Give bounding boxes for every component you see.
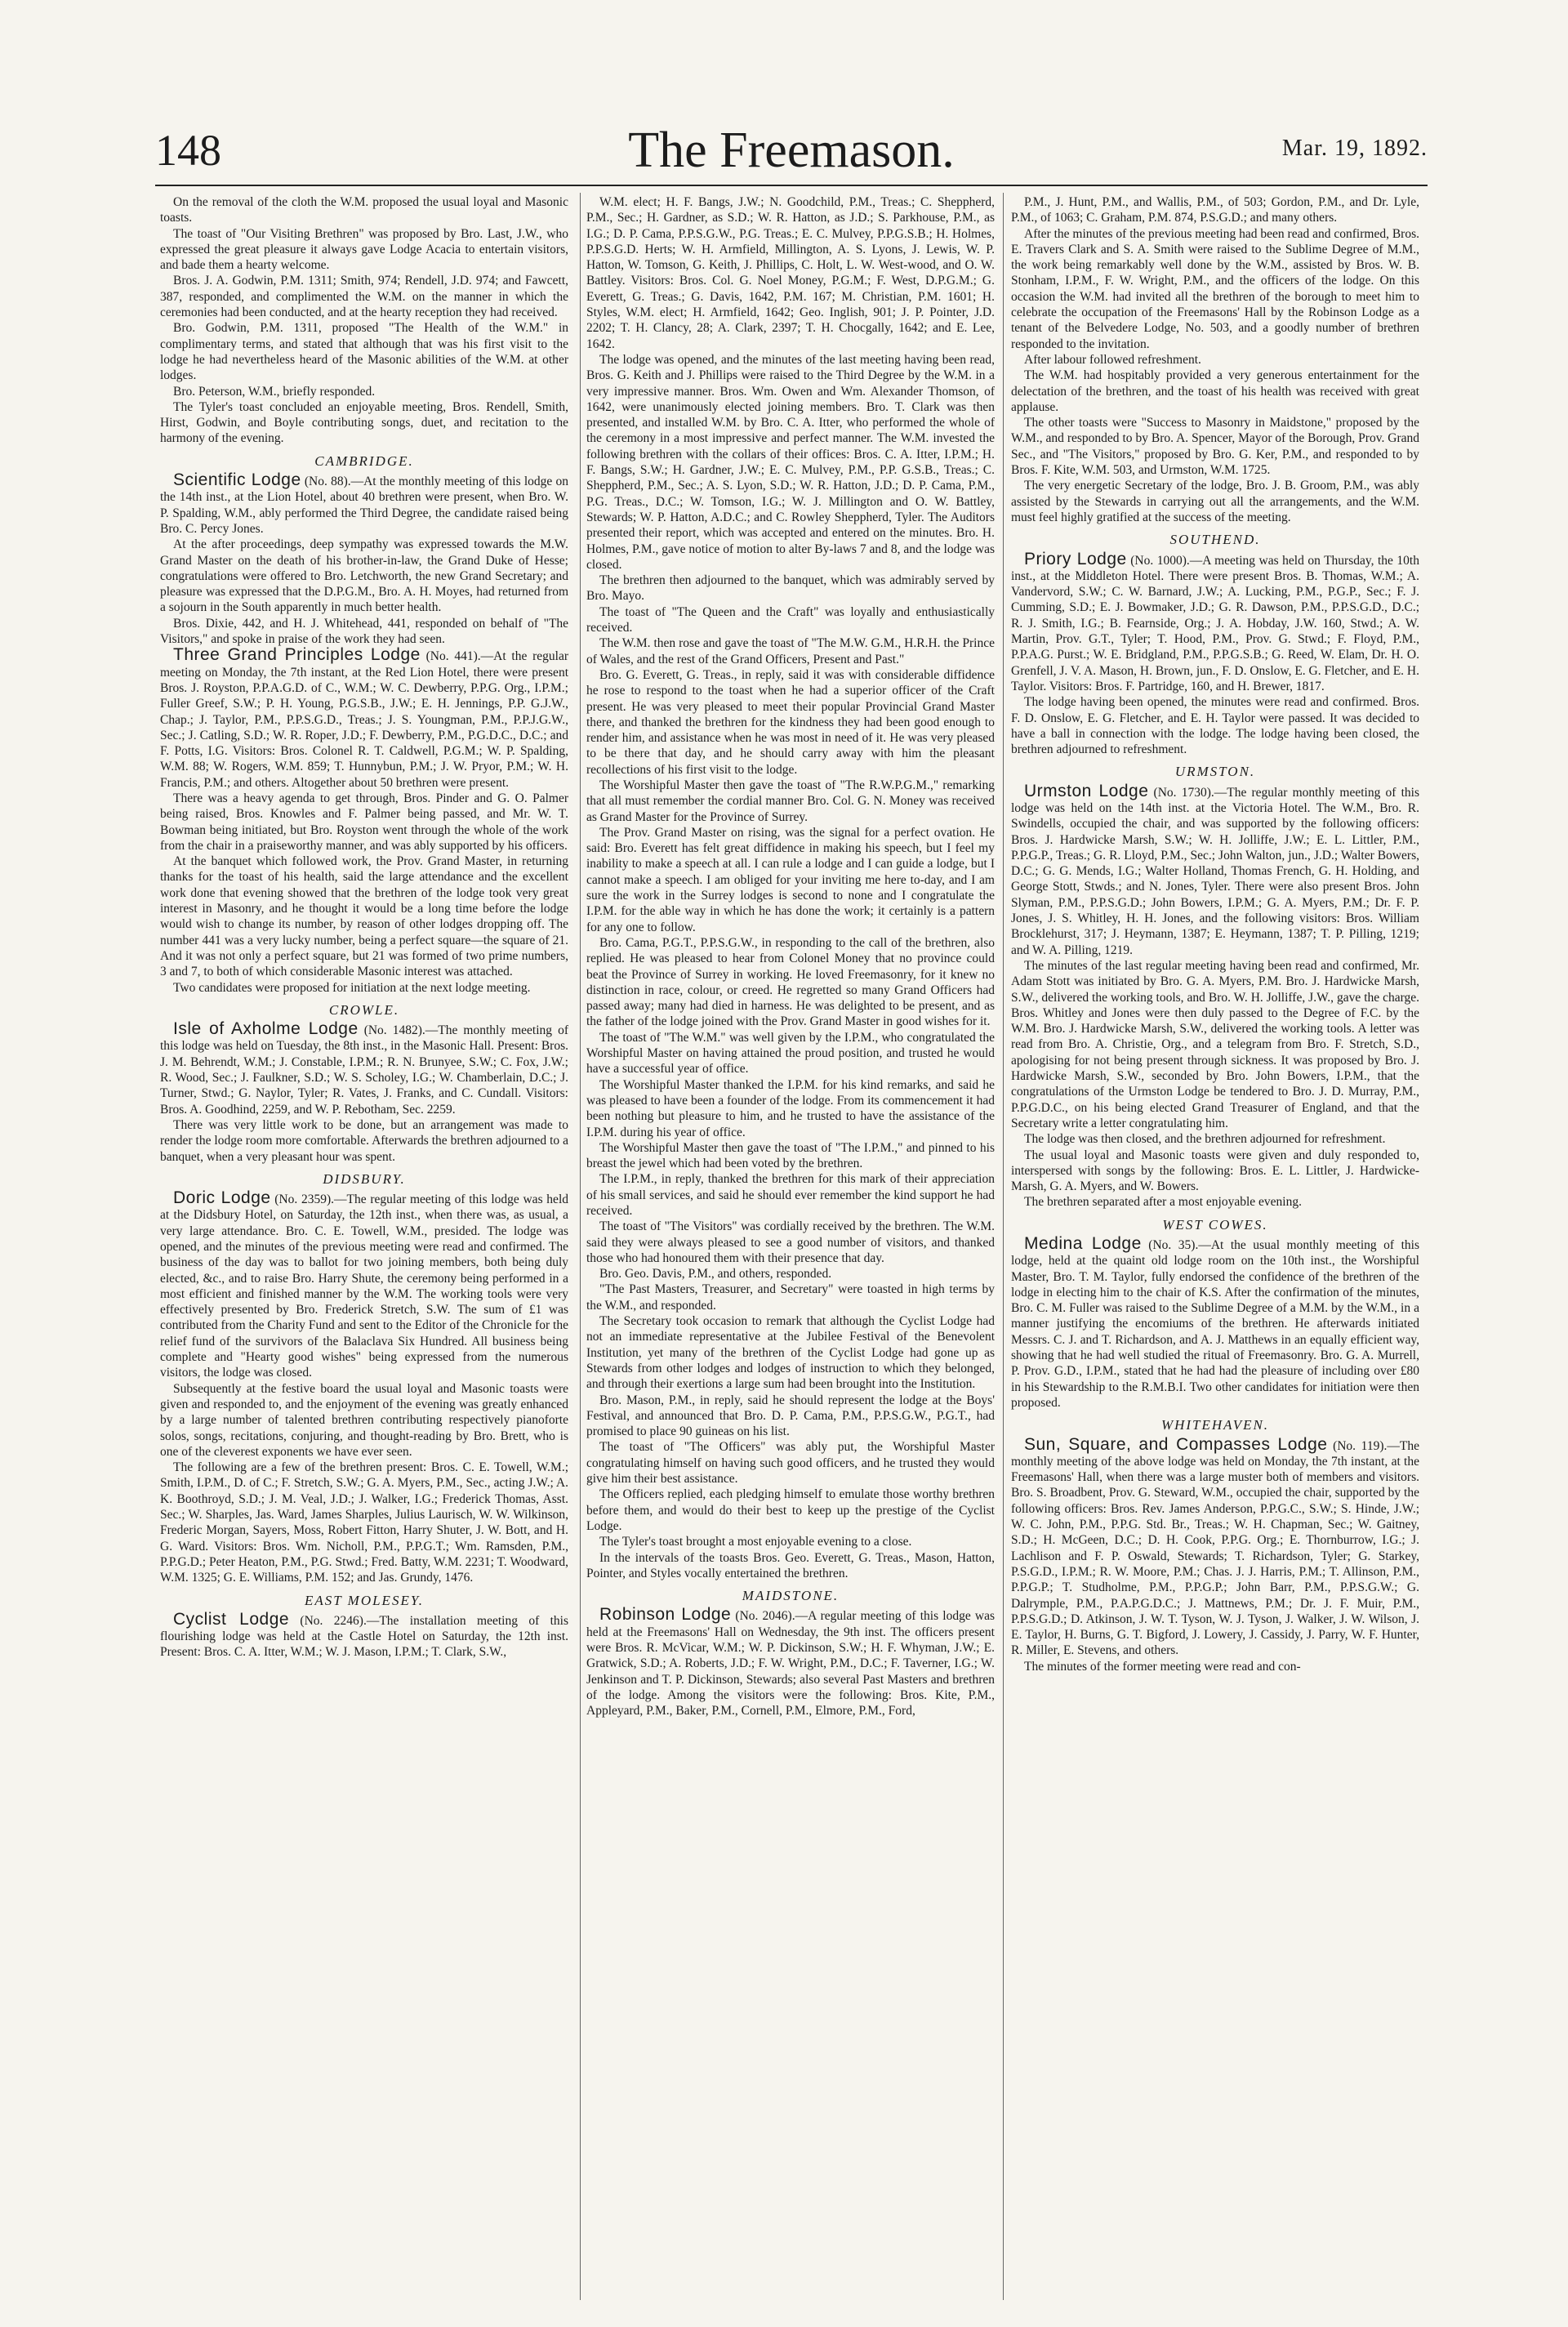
paragraph: The following are a few of the brethren present: Bros. C. E. Towell, W.M.; Smith, I.P.M., D. of C.; F. Stretch, S.W.; G. A. Myers, P.M., Sec., acting J.W.; A. K. Boothroyd, S.D.; J. M. Veal, J.D.; J. Walker, I.G.; Frederick Thomas, Asst. Sec.; W. Sharples, Jas. Ward, James Sharples, Julius Laurisch, W. W. Wilkinson, Frederic Morgan, Sayers, Moss, Robert Fitton, Harry Shuter, J. W. Bott, and H. G. Ward. Visitors: Bros. Wm. Nicholl, P.M., P.P.G.T.; Wm. Ramsden, P.M., P.P.G.D.; Peter Heaton, P.M., P.G. Stwd.; Fred. Batty, W.M. 2231; T. Woodward, W.M. 1325; G. E. Williams, P.M. 152; and Jas. Grundy, 1476. — [160, 1460, 568, 1585]
paragraph: "The Past Masters, Treasurer, and Secretary" were toasted in high terms by the W.M., and responded. — [586, 1282, 995, 1313]
lodge-report-text: (No. 441).—At the regular meeting on Monday, the 7th instant, at the Red Lion Hotel, there were present Bros. J. Royston, P.P.A.G.D. of C., W.M.; W. C. Dewberry, P.P.G. Org., I.P.M.; Fuller Greef, S.W.; P. H. Young, P.G.S.B., J.W.; E. H. Jennings, P.P. G.J.W., Chap.; J. Taylor, P.M., P.P.S.G.D., Treas.; J. S. Youngman, P.M., P.P.J.G.W., Sec.; J. Catling, S.D.; W. R. Roper, J.D.; F. Dewberry, P.M., P.G.D.C., D.C.; and F. Potts, I.G. Visitors: Bros. Colonel R. T. Caldwell, P.G.M.; W. P. Spalding, W.M. 88; W. Rogers, W.M. 859; T. Hunnybun, P.M.; J. W. Pryor, P.M.; W. H. Francis, P.M.; and others. Altogether about 50 brethren were present. — [160, 649, 568, 790]
paragraph: The I.P.M., in reply, thanked the brethren for this mark of their appreciation of his small services, and said he should ever remember the kind support he had received. — [586, 1172, 995, 1218]
paragraph: The usual loyal and Masonic toasts were given and duly responded to, interspersed with songs by the following: Bros. E. L. Littler, J. Hardwicke-Marsh, G. A. Myers, and W. Bowers. — [1011, 1148, 1419, 1194]
paragraph: The Tyler's toast brought a most enjoyable evening to a close. — [599, 1535, 912, 1549]
paragraph: The Tyler's toast concluded an enjoyable meeting, Bros. Rendell, Smith, Hirst, Godwin, and Boyle contributing songs, duet, and recitation to the harmony of the evening. — [160, 399, 568, 446]
paragraph: W.M. elect; H. F. Bangs, J.W.; N. Goodchild, P.M., Treas.; C. Sheppherd, P.M., Sec.; H. Gardner, as S.D.; W. R. Hatton, as J.D.; S. Parkhouse, P.M., as I.G.; D. P. Cama, P.P.S.G.W., P.G. Treas.; E. C. Mulvey, P.P.G.S.B.; H. Holmes, P.P.S.G.D. Herts; W. H. Armfield, Millington, A. S. Lyons, J. Lewis, W. P. Hatton, W. Tomson, G. Keith, J. Phillips, C. Holt, L. W. West-wood, and O. W. Battley. Visitors: Bros. Col. G. Noel Money, P.G.M.; F. West, D.P.G.M.; G. Everett, G. Treas.; G. Davis, 1642, P.M. 167; M. Christian, P.M. 1601; H. Styles, W.M. elect; H. Armfield, 1642; Geo. Inglish, 901; J. P. Pointer, J.D. 2202; T. H. Clancy, 28; A. Clark, 2397; T. H. Chocgally, 1642; and E. Lee, 1642. — [586, 195, 995, 351]
header-rule — [155, 185, 1428, 186]
paragraph: At the banquet which followed work, the Prov. Grand Master, in returning thanks for the toast of his health, said the large attendance and the excellent work done that evening showed that the brethren of the lodge took very great interest in Masonry, and he thought it would be a long time before the lodge would wish to change its number, by reason of other lodges dropping off. The number 441 was a very lucky number, being a perfect square—the square of 21. And it was not only a perfect square, but 21 was formed of two prime numbers, 3 and 7, to both of which considerable Masonic interest was attached. — [160, 854, 568, 979]
paragraph: The Secretary took occasion to remark that although the Cyclist Lodge had not an immediate representative at the Jubilee Festival of the Benevolent Institution, yet many of the brethren of the Cyclist Lodge had gone up as Stewards from other lodges and lodges of instruction to which they belonged, and through their exertions a large sum had been brought into the Institution. — [586, 1314, 995, 1392]
paragraph: The Worshipful Master thanked the I.P.M. for his kind remarks, and said he was pleased to have been a founder of the lodge. From its commencement it had been nothing but pleasure to him, and he trusted to have the assistance of the I.P.M. during his year of office. — [586, 1077, 995, 1139]
paragraph: Bro. Cama, P.G.T., P.P.S.G.W., in responding to the call of the brethren, also replied. He was pleased to hear from Colonel Money that no province could beat the Province of Surrey in working. He loved Freemasonry, for it knew no distinction in race, colour, or creed. He regretted so many Grand Officers had passed away; many had died in harness. He was delighted to be present, and as the father of the lodge joined with the Prov. Grand Master in good wishes for it. — [586, 935, 995, 1029]
paragraph: On the removal of the cloth the W.M. proposed the usual loyal and Masonic toasts. — [160, 195, 568, 225]
paragraph: The lodge was opened, and the minutes of the last meeting having been read, Bros. G. Keith and J. Phillips were raised to the Third Degree by the W.M. in a very impressive manner. Bros. Wm. Owen and Wm. Alexander Thomson, of 1642, were unanimously elected joining members. Bro. T. Clark was then presented, and installed W.M. by Bro. C. A. Itter, who performed the whole of the ceremony in a most impressive and perfect manner. The W.M. invested the following brethren with the collars of their offices: Bros. C. A. Itter, I.P.M.; H. F. Bangs, S.W.; H. Gardner, J.W.; E. C. Mulvey, P.M., P.P. G.S.B., Treas.; C. Sheppherd, P.M., Sec.; A. S. Lyon, S.D.; W. R. Hatton, J.D.; D. P. Cama, P.M., P.G. Treas., D.C.; W. Tomson, I.G.; W. J. Millington and O. W. Battley, Stewards; W. P. Hatton, A.D.C.; and C. Rowley Sheppherd, Tyler. The Auditors presented their report, which was accepted and entered on the minutes. Bro. H. Holmes, P.M., gave notice of motion to alter By-laws 7 and 8, and the lodge was closed. — [586, 352, 995, 572]
lodge-name: Robinson Lodge — [599, 1605, 732, 1625]
lodge-report — [586, 1607, 995, 1719]
column-1 — [160, 194, 568, 2302]
page-number: 148 — [155, 126, 221, 175]
paragraph: The toast of "The Visitors" was cordially received by the brethren. The W.M. said they were always pleased to see a good number of visitors, and thanked those who had honoured them with their presence that day. — [586, 1219, 995, 1265]
section-heading: CROWLE. — [328, 1001, 400, 1018]
column-3 — [1011, 194, 1419, 2302]
column-divider — [580, 193, 581, 2300]
lodge-report-text: (No. 119).—The monthly meeting of the above lodge was held on Monday, the 7th instant, at the Freemasons' Hall, when there was a large muster both of members and visitors. Bro. S. Broadbent, Prov. G. Steward, W.M., occupied the chair, supported by the following officers: Bros. Rev. James Anderson, P.P.G.C., S.W.; S. Hinde, J.W.; W. C. John, P.M., P.P.G. Std. Br., Treas.; W. H. Chapman, Sec.; W. Gaitney, S.D.; H. McGeen, D.C.; D. H. Cook, P.P.G. Org.; E. Thornburrow, I.G.; J. Lachlison and F. P. Oswald, Stewards; T. Richardson, Tyler; G. Starkey, P.S.G.D., I.P.M.; R. W. Moore, P.M.; Chas. J. J. Harris, P.M.; T. Allinson, P.M., P.P.G.P.; T. Studholme, P.M., P.P.G.P.; John Barr, P.M., P.P.S.G.W.; G. Dalrymple, P.M., P.A.P.G.D.C.; J. Mattnews, P.M.; Dr. J. F. Muir, P.M., P.P.S.G.D.; D. Atkinson, J. W. T. Tyson, W. J. Tyson, J. Walker, J. W. Wilson, J. E. Taylor, H. Burns, G. T. Bigford, J. Lowery, J. Cassidy, J. Parry, W. F. Hunter, R. Miller, E. Stevens, and others. — [1011, 1438, 1419, 1658]
lodge-report — [1011, 551, 1419, 695]
paragraph: The other toasts were "Success to Masonry in Maidstone," proposed by the W.M., and responded to by Bro. A. Spencer, Mayor of the Borough, Prov. Grand Sec., and "The Visitors," proposed by Bro. G. Ker, P.M., and responded to by Bros. F. Kite, W.M. 503, and Urmston, W.M. 1725. — [1011, 416, 1419, 478]
paragraph: Subsequently at the festive board the usual loyal and Masonic toasts were given and responded to, and the enjoyment of the evening was greatly enhanced by a large number of talented brethren contributing respectively pianoforte solos, songs, recitations, conjuring, and thought-reading by Bro. Brett, who is one of the cleverest exponents we have ever seen. — [160, 1381, 568, 1459]
paragraph: The brethren then adjourned to the banquet, which was admirably served by Bro. Mayo. — [586, 573, 995, 604]
lodge-name: Isle of Axholme Lodge — [173, 1019, 359, 1039]
lodge-report-text: (No. 2359).—The regular meeting of this lodge was held at the Didsbury Hotel, on Saturday, the 12th inst., when there was, as usual, a very large attendance. Bro. C. E. Towell, W.M., presided. The lodge was opened, and the minutes of the previous meeting were read and confirmed. The business of the day was to ballot for two joining members, both being duly elected, &c., and to raise Bro. Harry Shute, the ceremony being performed in a most efficient and finished manner by the W.M. The working tools were very effectively presented by Bro. Frederick Stretch, S.W. The sum of £1 was contributed from the Charity Fund and sent to the Editor of the Chronicle for the relief fund of the survivors of the Balaclava Six Hundred. All business being complete and "Hearty good wishes" being expressed from the numerous visitors, the lodge was closed. — [160, 1192, 568, 1380]
lodge-name: Priory Lodge — [1024, 549, 1127, 568]
paragraph: In the intervals of the toasts Bros. Geo. Everett, G. Treas., Mason, Hatton, Pointer, and Styles vocally entertained the brethren. — [586, 1550, 995, 1580]
paragraph: The brethren separated after a most enjoyable evening. — [1024, 1195, 1302, 1210]
section-heading: SOUTHEND. — [1169, 532, 1261, 548]
lodge-report-text: (No. 35).—At the usual monthly meeting of this lodge, held at the quaint old lodge room on the 10th inst., the Worshipful Master, Bro. T. M. Taylor, fully endorsed the confidence of the brethren of the lodge in electing him to the chair of K.S. After the confirmation of the minutes, Bro. C. M. Fuller was raised to the Sublime Degree of a M.M. by the W.M., in a manner justifying the encomiums of the brethren. He afterwards initiated Messrs. C. J. and T. Richardson, and A. J. Matthews in an equally efficient way, showing that he had well studied the ritual of Freemasonry. Bro. G. A. Murrell, P. Prov. G.D., I.P.M., stated that he had had the pleasure of including over £80 in his Stewardship to the R.M.B.I. Two other candidates for initiation were then proposed. — [1011, 1238, 1419, 1410]
lodge-report — [160, 1190, 568, 1381]
paragraph: The Worshipful Master then gave the toast of "The I.P.M.," and pinned to his breast the jewel which had been voted by the brethren. — [586, 1140, 995, 1171]
lodge-report-text: (No. 2046).—A regular meeting of this lodge was held at the Freemasons' Hall on Wednesday, the 9th inst. The officers present were Bros. R. McVicar, W.M.; W. P. Dickinson, S.W.; H. F. Whyman, J.W.; E. Gratwick, S.D.; A. Roberts, J.D.; F. W. Wright, P.M., D.C.; F. Taverner, I.G.; W. Jenkinson and T. P. Dickinson, Stewards; also several Past Masters and brethren of the lodge. Among the visitors were the following: Bros. Kite, P.M., Appleyard, P.M., Baker, P.M., Cornell, P.M., Elmore, P.M., Ford, — [586, 1609, 995, 1719]
paragraph: The toast of "The Officers" was ably put, the Worshipful Master congratulating himself on having such good officers, and he trusted they would give him their best assistance. — [586, 1440, 995, 1487]
section-heading: URMSTON. — [1174, 764, 1256, 780]
column-2 — [586, 194, 995, 2302]
masthead-title: The Freemason. — [628, 123, 955, 178]
paragraph: The toast of "Our Visiting Brethren" was proposed by Bro. Last, J.W., who expressed the great pleasure it always gave Lodge Acacia to entertain visitors, and bade them a hearty welcome. — [160, 226, 568, 273]
paragraph: Bro. Godwin, P.M. 1311, proposed "The Health of the W.M." in complimentary terms, and stated that although that was his first visit to the lodge he had nevertheless heard of the Masonic abilities of the W.M. at other lodges. — [160, 321, 568, 383]
paragraph: After labour followed refreshment. — [1024, 352, 1201, 367]
paragraph: There was very little work to be done, but an arrangement was made to render the lodge room more comfortable. Afterwards the brethren adjourned to a banquet, when a very pleasant hour was spent. — [160, 1117, 568, 1164]
paragraph: Bros. J. A. Godwin, P.M. 1311; Smith, 974; Rendell, J.D. 974; and Fawcett, 387, responded, and complimented the W.M. on the manner in which the ceremonies had been conducted, and at the hearty reception they had received. — [160, 274, 568, 320]
paragraph: The minutes of the former meeting were read and con- — [1024, 1659, 1301, 1674]
lodge-name: Sun, Square, and Compasses Lodge — [1024, 1434, 1328, 1454]
paragraph: Bro. Peterson, W.M., briefly responded. — [173, 384, 376, 399]
paragraph: After the minutes of the previous meeting had been read and confirmed, Bros. E. Travers Clark and S. A. Smith were raised to the Sublime Degree of M.M., the work being remarkably well done by the W.M., assisted by Bros. W. B. Stonham, I.P.M., F. W. Wright, P.M., and the officers of the lodge. On this occasion the W.M. had invited all the brethren of the borough to meet him to celebrate the occupation of the Freemasons' Hall by the Robinson Lodge as a tenant of the Belvedere Lodge, No. 503, and a goodly number of brethren responded to the invitation. — [1011, 226, 1419, 351]
paragraph: The lodge was then closed, and the brethren adjourned for refreshment. — [1024, 1132, 1386, 1147]
paragraph: The toast of "The W.M." was well given by the I.P.M., who congratulated the Worshipful Master on having attained the proud position, and trusted he would have a successful year of office. — [586, 1030, 995, 1077]
lodge-report-text: (No. 1000).—A meeting was held on Thursday, the 10th inst., at the Middleton Hotel. There were present Bros. B. Thomas, W.M.; A. Vandervord, S.W.; C. W. Barnard, J.W.; A. Lucking, P.M., P.G.P., Sec.; F. J. Cumming, S.D.; E. J. Bowmaker, J.D.; G. R. Dawson, P.M., P.P.S.G.D., D.C.; R. J. Smith, I.G.; B. Fearnside, Org.; J. A. Hobday, J.W. 160, Stwd.; A. W. Martin, Prov. G.T., Tyler; T. Hood, P.M., Prov. G. Stwd.; F. Floyd, P.M., P.P.A.G. Purst.; W. E. Bridgland, P.M., P.P.G.S.B.; G. Reed, W. Elam, Dr. H. O. Grenfell, J. V. A. Mason, H. Brown, jun., F. D. Onslow, E. G. Fletcher, and E. H. Taylor. Visitors: Bros. F. Partridge, 160, and H. Brewer, 1817. — [1011, 553, 1419, 693]
lodge-report — [160, 1609, 568, 1661]
issue-date: Mar. 19, 1892. — [1281, 136, 1428, 161]
lodge-name: Urmston Lodge — [1024, 781, 1149, 800]
lodge-report-text: (No. 2246).—The installation meeting of this flourishing lodge was held at the Castle Hotel on Saturday, the 12th inst. Present: Bros. C. A. Itter, W.M.; W. J. Mason, I.P.M.; T. Clark, S.W., — [160, 1613, 568, 1660]
lodge-name: Three Grand Principles Lodge — [173, 645, 421, 665]
section-heading: EAST MOLESEY. — [305, 1592, 424, 1608]
lodge-report — [1011, 783, 1419, 958]
section-heading: MAIDSTONE. — [742, 1588, 840, 1604]
paragraph: P.M., J. Hunt, P.M., and Wallis, P.M., of 503; Gordon, P.M., and Dr. Lyle, P.M., of 1063; C. Graham, P.M. 874, P.S.G.D.; and many others. — [1011, 195, 1419, 225]
lodge-name: Medina Lodge — [1024, 1234, 1142, 1253]
lodge-report — [160, 472, 568, 537]
paragraph: The lodge having been opened, the minutes were read and confirmed. Bros. F. D. Onslow, E. G. Fletcher, and E. H. Taylor were passed. It was decided to have a ball in connection with the lodge. The lodge having been closed, the brethren adjourned to refreshment. — [1011, 695, 1419, 757]
lodge-name: Scientific Lodge — [173, 470, 301, 490]
lodge-name: Cyclist Lodge — [173, 1609, 290, 1629]
lodge-report — [1011, 1236, 1419, 1411]
lodge-report-text: (No. 1730).—The regular monthly meeting of this lodge was held on the 14th inst. at the Victoria Hotel. The W.M., Bro. R. Swindells, occupied the chair, and was supported by the following officers: Bros. J. Hardwicke Marsh, S.W.; W. H. Jolliffe, J.W.; E. L. Littler, P.M., P.P.G.P., Treas.; G. R. Lloyd, P.M., Sec.; John Walton, jun., J.D.; Walter Bowers, D.C.; G. G. Mends, I.G.; Walter Holland, Thomas French, G. H. Holding, and George Stott, Stwds.; and N. Jones, Tyler. There were also present Bros. John Slyman, P.M., P.P.S.G.D.; John Bowers, I.P.M.; G. A. Myers, P.M.; Dr. F. P. Jones, J. S. Whitley, H. H. Jones, and the following visitors: Bros. William Brocklehurst, 317; J. Heymann, 1387; E. Heymann, 1387; T. P. Pilling, 1219; and W. A. Pilling, 1219. — [1011, 785, 1419, 957]
paragraph: The very energetic Secretary of the lodge, Bro. J. B. Groom, P.M., was ably assisted by the Stewards in carrying out all the arrangements, and the W.M. must feel highly gratified at the success of the meeting. — [1011, 479, 1419, 524]
paragraph: The W.M. had hospitably provided a very generous entertainment for the delectation of the brethren, and the toast of his health was received with great applause. — [1011, 368, 1419, 414]
paragraph: At the after proceedings, deep sympathy was expressed towards the M.W. Grand Master on the death of his brother-in-law, the Grand Duke of Hesse; congratulations were offered to Bro. Letchworth, the new Grand Secretary; and pleasure was expressed that the D.P.G.M., Bro. A. H. Moyes, had returned from a sojourn in the South apparently in much better health. — [160, 537, 568, 615]
paragraph: The toast of "The Queen and the Craft" was loyally and enthusiastically received. — [586, 604, 995, 635]
paragraph: Bros. Dixie, 442, and H. J. Whitehead, 441, responded on behalf of "The Visitors," and spoke in praise of the work they had seen. — [160, 616, 568, 647]
paragraph: The Worshipful Master then gave the toast of "The R.W.P.G.M.," remarking that all must remember the cordial manner Bro. Col. G. N. Money was received as Grand Master for the Province of Surrey. — [586, 778, 995, 824]
lodge-report-text: (No. 88).—At the monthly meeting of this lodge on the 14th inst., at the Lion Hotel, about 40 brethren were present, when Bro. W. P. Spalding, W.M., ably performed the Third Degree, the candidate raised being Bro. C. Percy Jones. — [160, 475, 568, 536]
section-heading: CAMBRIDGE. — [314, 452, 414, 469]
section-heading: WEST COWES. — [1162, 1216, 1268, 1233]
section-heading: DIDSBURY. — [323, 1170, 406, 1187]
paragraph: Bro. Geo. Davis, P.M., and others, responded. — [599, 1267, 832, 1282]
paragraph: There was a heavy agenda to get through, Bros. Pinder and G. O. Palmer being raised, Bros. Knowles and F. Palmer being passed, and Mr. W. T. Bowman being initiated, but Bro. Royston went through the whole of the work from the chair in a praiseworthy manner, and was ably supported by his officers. — [160, 791, 568, 853]
lodge-report — [160, 1021, 568, 1117]
paragraph: Bro. Mason, P.M., in reply, said he should represent the lodge at the Boys' Festival, and announced that Bro. D. P. Cama, P.M., P.P.S.G.W., P.G.T., had promised to place 90 guineas on his list. — [586, 1393, 995, 1439]
paragraph: Two candidates were proposed for initiation at the next lodge meeting. — [173, 980, 531, 995]
page-header — [155, 121, 1428, 180]
column-divider — [1003, 193, 1004, 2300]
lodge-report — [160, 647, 568, 791]
paragraph: The Prov. Grand Master on rising, was the signal for a perfect ovation. He said: Bro. Everett has felt great diffidence in making his speech, but I feel my inability to make a speech at all. I can rule a lodge and I can guide a lodge, but I cannot make a speech. I am obliged for your inviting me here to-day, and I am sure the work in the Surrey lodges is second to none and I congratulate the I.P.M. for the able way in which he has done the work; it certainly is a pattern for any one to follow. — [586, 825, 995, 934]
paragraph: The Officers replied, each pledging himself to emulate those worthy brethren before them, and would do their best to keep up the prestige of the Cyclist Lodge. — [586, 1487, 995, 1533]
paragraph: Bro. G. Everett, G. Treas., in reply, said it was with considerable diffidence he rose to respond to the toast when he had a superior officer of the Craft present. He was very pleased to meet their popular Provincial Grand Master there, and thanked the brethren for the kindness they had been good enough to render him, and assistance when he was most in need of it. He was very pleased to be there that day, and he should carry away with him the pleasant recollections of his first visit to the lodge. — [586, 667, 995, 777]
lodge-report — [1011, 1434, 1419, 1659]
paragraph: The minutes of the last regular meeting having been read and confirmed, Mr. Adam Stott was initiated by Bro. G. A. Myers, P.M. Bro. J. Hardwicke Marsh, S.W., delivered the working tools, and Bro. W. H. Jolliffe, J.W., gave the charge. Bros. Whitley and Jones were then duly passed to the Degree of F.C. by the W.M. Bro. J. Hardwicke Marsh, S.W., delivered the working tools. A letter was read from Bro. A. Christie, Org., and a telegram from Bro. F. Stretch, S.D., apologising for not being present through sickness. It was proposed by Bro. J. Hardwicke Marsh, S.W., seconded by Bro. John Bowers, I.P.M., that the congratulations of the Urmston Lodge be tendered to Bro. J. D. Murray, P.M., P.P.G.D.C., on his being elected Grand Treasurer of England, and that the Secretary write a letter congratulating him. — [1011, 958, 1419, 1130]
lodge-report-text: (No. 1482).—The monthly meeting of this lodge was held on Tuesday, the 8th inst., in the Masonic Hall. Present: Bros. J. M. Behrendt, W.M.; J. Constable, I.P.M.; R. N. Brunyee, S.W.; C. Fox, J.W.; R. Wood, Sec.; J. Faulkner, S.D.; W. S. Scholey, I.G.; W. Chamberlain, D.C.; J. Turner, Stwd.; G. Naylor, Tyler; R. Vates, J. Franks, and C. Cundall. Visitors: Bros. A. Goodhind, 2259, and W. P. Rebotham, Sec. 2259. — [160, 1023, 568, 1117]
paragraph: The W.M. then rose and gave the toast of "The M.W. G.M., H.R.H. the Prince of Wales, and the rest of the Grand Officers, Present and Past." — [586, 636, 995, 666]
section-heading: WHITEHAVEN. — [1160, 1417, 1270, 1433]
lodge-name: Doric Lodge — [173, 1188, 271, 1208]
